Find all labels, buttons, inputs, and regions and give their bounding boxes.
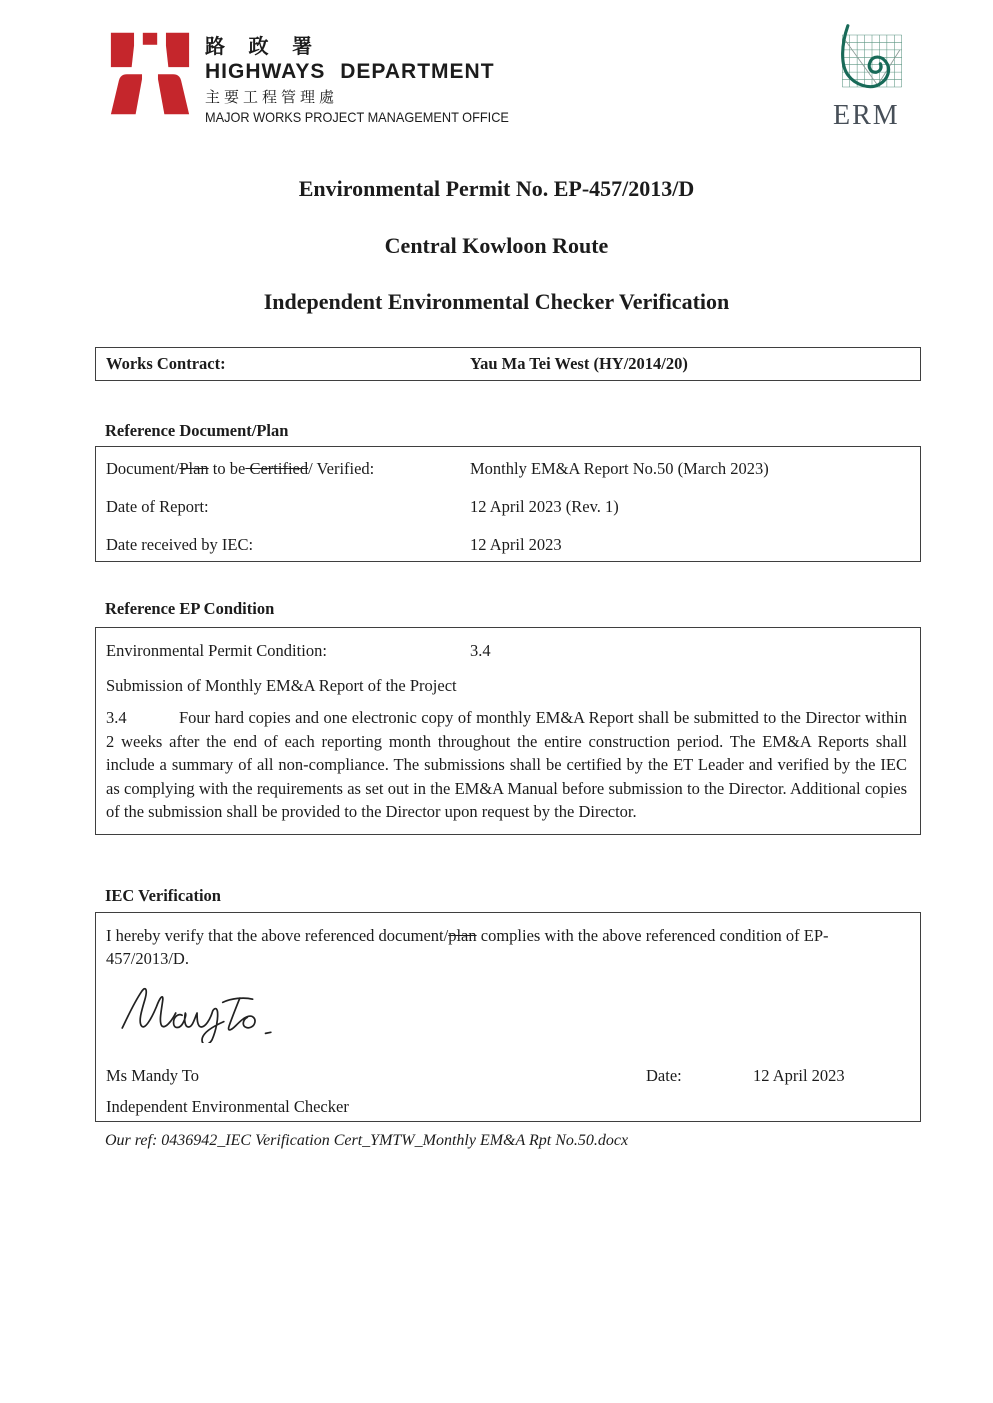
hyd-header-text [205, 32, 539, 126]
hyd-header [110, 32, 539, 126]
doc-value: Monthly EM&A Report No.50 (March 2023) [470, 459, 769, 478]
signer-name: Ms Mandy To [106, 1066, 199, 1085]
strikethrough-certified: Certified [245, 459, 309, 478]
hyd-subtitle-chinese: 主要工程管理處 [205, 89, 339, 106]
date-of-report-value: 12 April 2023 (Rev. 1) [470, 497, 619, 516]
strikethrough-plan: Plan [179, 459, 209, 478]
document-title-route: Central Kowloon Route [384, 233, 609, 258]
works-contract-value: Yau Ma Tei West (HY/2014/20) [470, 354, 688, 373]
date-received-label: Date received by IEC: [106, 535, 254, 554]
ep-condition-title: Submission of Monthly EM&A Report of the Project [106, 676, 457, 695]
reference-document-heading: Reference Document/Plan [105, 421, 289, 440]
strikethrough-plan-statement: plan [448, 926, 477, 945]
date-value: 12 April 2023 [753, 1066, 845, 1085]
ep-condition-value: 3.4 [470, 641, 491, 660]
iec-verification-heading: IEC Verification [105, 886, 221, 905]
ep-clause-number: 3.4 [106, 708, 127, 727]
iec-verification-statement: I hereby verify that the above referenced document/plan complies with the above referenced condition of EP-457/2013/D. [106, 926, 829, 968]
works-contract-label: Works Contract: [106, 354, 226, 373]
signer-title: Independent Environmental Checker [106, 1097, 349, 1116]
ep-condition-label: Environmental Permit Condition: [106, 641, 327, 660]
date-received-value: 12 April 2023 [470, 535, 562, 554]
hyd-title-chinese: 路 政 署 [205, 36, 322, 58]
iec-verification-box [95, 912, 921, 1122]
reference-ep-heading: Reference EP Condition [105, 599, 275, 618]
date-label: Date: [646, 1066, 682, 1085]
erm-spiral-icon [833, 22, 925, 105]
ep-clause-paragraph [106, 706, 912, 824]
erm-logo [833, 22, 925, 130]
date-of-report-row [106, 497, 910, 517]
highways-department-logo-icon [110, 32, 190, 126]
doc-label: Document/Plan to be Certified/ Verified: [106, 459, 375, 478]
our-ref-line: Our ref: 0436942_IEC Verification Cert_YMTW_Monthly EM&A Rpt No.50.docx [105, 1132, 629, 1149]
document-title-permit-no: Environmental Permit No. EP-457/2013/D [298, 176, 695, 201]
ep-condition-row [106, 641, 910, 661]
ep-clause-text: Four hard copies and one electronic copy of monthly EM&A Report shall be submitted to the Director within 2 weeks after the end of each reporting month throughout the entire construction period. The EM&A Reports shall include a summary of all non-compliance. The submissions shall be certified by the ET Leader and verified by the IEC as complying with the requirements as set out in the EM&A Manual before submission to the Director. Additional copies of the submission shall be provided to the Director upon request by the Director. [106, 708, 912, 822]
document-title-verification: Independent Environmental Checker Verification [263, 289, 730, 314]
signature-mandy-to [112, 981, 280, 1048]
reference-document-box [95, 446, 921, 562]
date-received-row [106, 535, 910, 555]
hyd-title-english: HIGHWAYS DEPARTMENT [205, 60, 495, 83]
reference-ep-box [95, 627, 921, 835]
works-contract-box [95, 347, 921, 381]
hyd-subtitle-english: MAJOR WORKS PROJECT MANAGEMENT OFFICE [205, 109, 509, 125]
document-to-be-verified-row [106, 459, 910, 479]
erm-wordmark: ERM [833, 100, 900, 131]
date-of-report-label: Date of Report: [106, 497, 209, 516]
